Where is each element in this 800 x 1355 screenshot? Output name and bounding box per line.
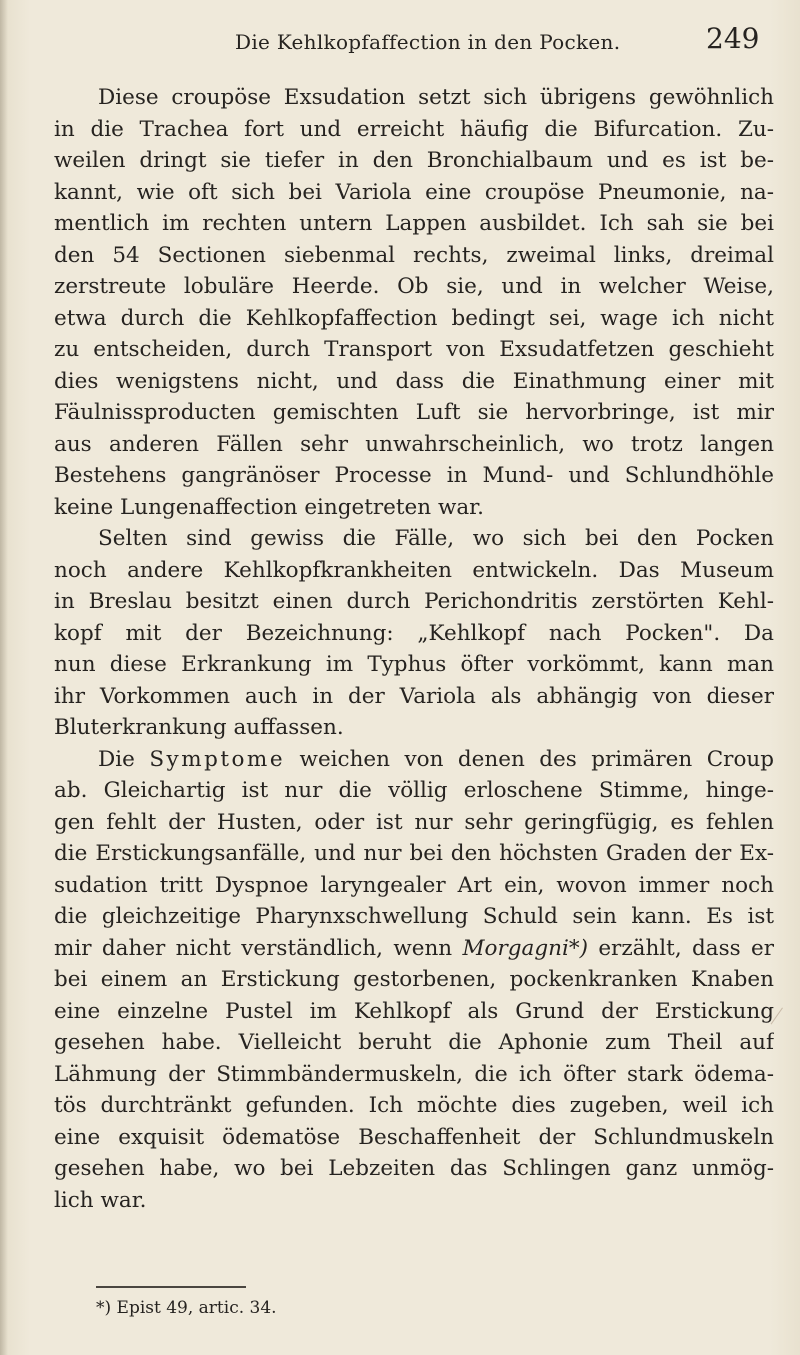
text-line — [54, 933, 774, 965]
page-header — [0, 22, 800, 62]
text-line: lich war. — [54, 1187, 147, 1213]
text-line: gen fehlt der Husten, oder ist nur sehr geringfügig, es fehlen — [54, 809, 774, 835]
text-line: kopf mit der Bezeichnung: „Kehlkopf nach Pocken". Da — [54, 620, 774, 646]
text-line: mentlich im rechten untern Lappen ausbildet. Ich sah sie bei — [54, 211, 774, 236]
text-line: Fäulnissproducten gemischten Luft sie hervorbringe, ist mir — [54, 400, 774, 425]
text-line: aus anderen Fällen sehr unwahrscheinlich, wo trotz langen — [54, 431, 774, 457]
footnote: *) Epist 49, artic. 34. — [96, 1298, 277, 1318]
text-line: die gleichzeitige Pharynxschwellung Schuld sein kann. Es ist — [54, 904, 774, 929]
text-line: gesehen habe, wo bei Lebzeiten das Schlingen ganz unmög- — [54, 1156, 774, 1181]
spaced-term: Symptome — [149, 746, 286, 772]
citation-author: Morgagni*) — [462, 935, 588, 961]
text-line: zerstreute lobuläre Heerde. Ob sie, und in welcher Weise, — [54, 274, 774, 299]
text-line: Selten sind gewiss die Fälle, wo sich bei den Pocken — [98, 526, 774, 551]
text-line: in Breslau besitzt einen durch Perichondritis zerstörten Kehl- — [54, 589, 774, 614]
text-line: dies wenigstens nicht, und dass die Einathmung einer mit — [54, 368, 774, 394]
text-line: eine exquisit ödematöse Beschaffenheit der Schlundmuskeln — [54, 1124, 774, 1150]
text-line: Bestehens gangränöser Processe in Mund- und Schlundhöhle — [54, 463, 774, 488]
text-line: bei einem an Erstickung gestorbenen, pockenkranken Knaben — [54, 967, 774, 992]
text-line: kannt, wie oft sich bei Variola eine croupöse Pneumonie, na- — [54, 179, 774, 205]
citation-after: erzählt, dass er — [587, 935, 774, 961]
spine-shadow — [0, 0, 8, 1355]
text-line — [54, 744, 774, 776]
citation-before: mir daher nicht verständlich, wenn — [54, 935, 463, 961]
text-line: zu entscheiden, durch Transport von Exsudatfetzen geschieht — [54, 337, 774, 362]
margin-pencil-mark — [771, 1008, 795, 1033]
text-line: gesehen habe. Vielleicht beruht die Aphonie zum Theil auf — [54, 1030, 774, 1055]
text-line: tös durchtränkt gefunden. Ich möchte dies zugeben, weil ich — [54, 1093, 774, 1118]
text-line: etwa durch die Kehlkopfaffection bedingt sei, wage ich nicht — [54, 305, 774, 331]
body-text — [54, 82, 774, 1216]
text-line: ab. Gleichartig ist nur die völlig erloschene Stimme, hinge- — [54, 778, 774, 803]
text-line: noch andere Kehlkopfkrankheiten entwickeln. Das Museum — [54, 557, 774, 583]
text-line: weilen dringt sie tiefer in den Bronchialbaum und es ist be- — [54, 148, 774, 173]
text-line: den 54 Sectionen siebenmal rechts, zweimal links, dreimal — [54, 242, 774, 268]
paragraph-opening: Die — [98, 746, 150, 772]
first-line-rest: weichen von denen des primären Croup — [285, 746, 774, 772]
text-line: eine einzelne Pustel im Kehlkopf als Grund der Erstickung — [54, 998, 774, 1024]
text-line: keine Lungenaffection eingetreten war. — [54, 494, 484, 520]
text-line: Diese croupöse Exsudation setzt sich übrigens gewöhnlich — [98, 85, 774, 110]
running-title: Die Kehlkopfaffection in den Pocken. — [235, 30, 621, 54]
page-number: 249 — [706, 22, 760, 55]
text-line: Lähmung der Stimmbändermuskeln, die ich öfter stark ödema- — [54, 1061, 774, 1087]
text-line: Bluterkrankung auffassen. — [54, 715, 344, 740]
text-line: ihr Vorkommen auch in der Variola als abhängig von dieser — [54, 683, 774, 709]
text-line: in die Trachea fort und erreicht häufig die Bifurcation. Zu- — [54, 116, 774, 142]
text-line: die Erstickungsanfälle, und nur bei den höchsten Graden der Ex- — [54, 841, 774, 866]
footnote-rule — [96, 1286, 246, 1288]
text-line: nun diese Erkrankung im Typhus öfter vorkömmt, kann man — [54, 652, 774, 677]
text-line: sudation tritt Dyspnoe laryngealer Art ein, wovon immer noch — [54, 872, 774, 898]
